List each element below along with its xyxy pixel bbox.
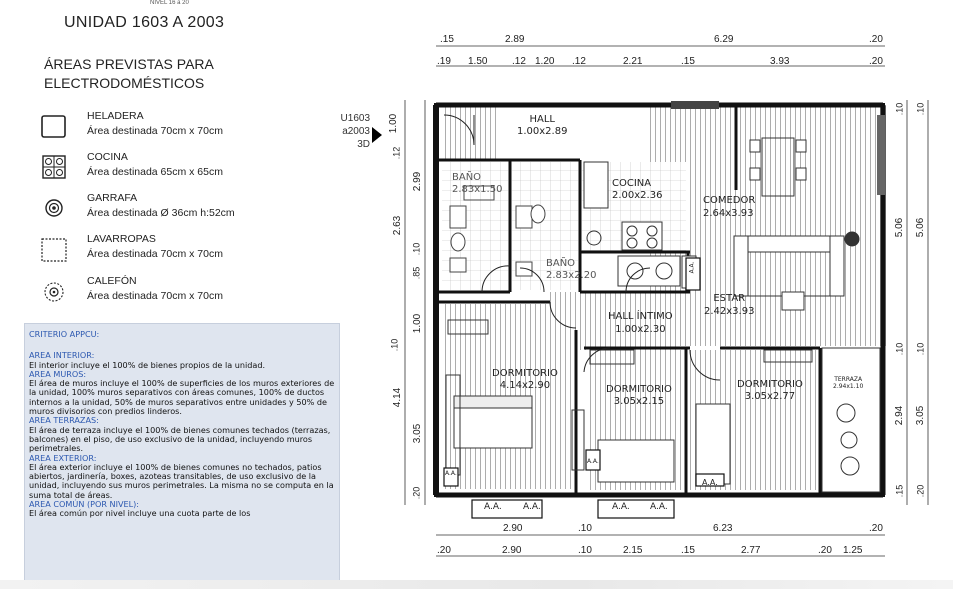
criteria-heading: AREA MUROS: (29, 368, 87, 379)
room-dims: 1.00x2.30 (615, 324, 666, 335)
room-name: DORMITORIO (737, 379, 803, 390)
legend-item-desc: Área destinada 70cm x 70cm (87, 125, 223, 137)
criteria-body: El área de muros incluye el 100% de superficies de los muros exteriores de la unidad, 100% muros separativos con áreas comunes, 100% de ductos internos a la unidad, 50% de muros separativos entre unidades y 50% de muros divisorios con predios linderos. (29, 378, 335, 417)
dim-bottom: .20 (437, 545, 451, 556)
room-name: DORMITORIO (606, 384, 672, 395)
dim-bottom: 2.77 (741, 545, 761, 556)
dim-bottom: 2.90 (502, 545, 522, 556)
criteria-heading: AREA INTERIOR: (29, 350, 95, 361)
legend-item-name: CALEFÓN (87, 275, 137, 287)
room-name: ESTAR (713, 293, 746, 304)
ac-label: A.A. (612, 502, 630, 512)
legend-item-name: GARRAFA (87, 192, 138, 204)
dim-left: 1.00 (412, 313, 424, 334)
level-note: NIVEL 16 a 20 (150, 0, 189, 6)
dim-top: 1.50 (468, 56, 488, 67)
dim-bottom: 6.23 (713, 523, 733, 534)
dim-bottom: 1.25 (843, 545, 863, 556)
dim-right: .10 (894, 102, 905, 116)
dim-right: 3.05 (915, 405, 927, 426)
room-dims: 2.42x3.93 (704, 306, 755, 317)
dim-top: 1.20 (535, 56, 555, 67)
legend-item-desc: Área destinada 70cm x 70cm (87, 248, 223, 260)
footer-bar (0, 580, 953, 589)
dim-top: 2.89 (505, 34, 525, 45)
dim-right: .15 (894, 484, 905, 498)
dim-left: .85 (411, 266, 422, 280)
dim-right: .10 (915, 342, 926, 356)
room-name: DORMITORIO (492, 368, 558, 379)
room-dims: 2.64x3.93 (703, 208, 754, 219)
dim-right: 5.06 (894, 217, 906, 238)
dim-top: .20 (869, 56, 883, 67)
legend-item-desc: Área destinada Ø 36cm h:52cm (87, 207, 235, 219)
dim-left: 2.63 (392, 215, 404, 236)
dim-left: .12 (391, 146, 402, 160)
dim-left: .10 (411, 242, 422, 256)
legend-item-name: HELADERA (87, 110, 144, 122)
dim-left: 3.05 (412, 423, 424, 444)
room-name: BAÑO (546, 258, 576, 269)
dim-left: .20 (411, 486, 422, 500)
unit-ref-line: 3D (357, 139, 370, 150)
dim-top: .12 (572, 56, 586, 67)
room-dims: 2.83x1.50 (452, 184, 503, 195)
criteria-heading: AREA TERRAZAS: (29, 415, 99, 426)
room-dims: 3.05x2.15 (613, 396, 665, 407)
criteria-body: El área exterior incluye el 100% de bienes comunes no techados, patios abiertos, jardinería, boxes, azoteas transitables, de uso exclusivo de la unidad, incluyendo sus muros perimetrales. La misma no se computa en la suma total de áreas. (29, 461, 334, 500)
room-name: HALL (529, 114, 555, 125)
dim-left: .10 (389, 338, 400, 352)
dim-left: 4.14 (392, 387, 404, 408)
room-dims: 2.94x1.10 (833, 383, 864, 390)
criteria-heading: AREA EXTERIOR: (29, 452, 97, 463)
dim-top: .15 (681, 56, 695, 67)
legend-heading: ÁREAS PREVISTAS PARA ELECTRODOMÉSTICOS (44, 56, 214, 91)
room-dims: 1.00x2.89 (517, 126, 568, 137)
dim-right: .20 (915, 484, 926, 498)
legend-item-desc: Área destinada 70cm x 70cm (87, 290, 223, 302)
dim-bottom: .20 (818, 545, 832, 556)
dim-left: 1.00 (388, 113, 400, 134)
dim-right: .10 (894, 342, 905, 356)
room-name: COCINA (612, 178, 652, 189)
unit-title: UNIDAD 1603 A 2003 (64, 14, 225, 31)
ac-label: A.A. (702, 478, 718, 487)
room-name: TERRAZA (834, 376, 863, 383)
criteria-title: CRITERIO APPCU: (29, 329, 100, 339)
dim-bottom: .10 (578, 523, 592, 534)
criteria-body: El área de terraza incluye el 100% de bienes comunes techados (terrazas, balcones) en el piso, de uso exclusivo de la unidad, incluyendo muros perimetrales. (29, 424, 331, 454)
dim-right: 2.94 (894, 405, 906, 426)
dim-bottom: 2.90 (503, 523, 523, 534)
ac-label: A.A. (688, 261, 696, 274)
dim-top: .15 (440, 34, 454, 45)
dim-bottom: .20 (869, 523, 883, 534)
unit-ref-line: U1603 (340, 113, 370, 124)
dim-top: .12 (512, 56, 526, 67)
unit-ref-line: a2003 (342, 126, 370, 137)
criteria-body: El interior incluye el 100% de bienes propios de la unidad. (29, 359, 266, 370)
legend-item-desc: Área destinada 65cm x 65cm (87, 166, 223, 178)
dim-top: 2.21 (623, 56, 643, 67)
dim-left: 2.99 (412, 171, 424, 192)
legend-item-name: COCINA (87, 151, 128, 163)
legend-item-name: LAVARROPAS (87, 233, 156, 245)
dim-top: 3.93 (770, 56, 790, 67)
dim-bottom: .15 (681, 545, 695, 556)
ac-label: A.A. (484, 502, 502, 512)
dim-bottom: 2.15 (623, 545, 643, 556)
ac-label: A.A. (587, 458, 599, 465)
room-name: HALL ÍNTIMO (608, 311, 673, 322)
room-name: COMEDOR (703, 195, 756, 206)
room-dims: 3.05x2.77 (744, 391, 796, 402)
room-name: BAÑO (452, 172, 482, 183)
dim-top: 6.29 (714, 34, 734, 45)
dim-top: .20 (869, 34, 883, 45)
room-dims: 2.83x2.20 (546, 270, 597, 281)
room-dims: 2.00x2.36 (612, 190, 663, 201)
ac-label: A.A. (650, 502, 668, 512)
ac-label: A.A. (445, 470, 457, 477)
dim-right: .10 (915, 102, 926, 116)
dim-bottom: .10 (578, 545, 592, 556)
dim-right: 5.06 (915, 217, 927, 238)
criteria-heading: AREA COMÚN (POR NIVEL): (29, 499, 140, 510)
room-dims: 4.14x2.90 (499, 380, 551, 391)
ac-label: A.A. (523, 502, 541, 512)
criteria-body: El área común por nivel incluye una cuota parte de los (29, 508, 251, 519)
dim-top: .19 (437, 56, 451, 67)
